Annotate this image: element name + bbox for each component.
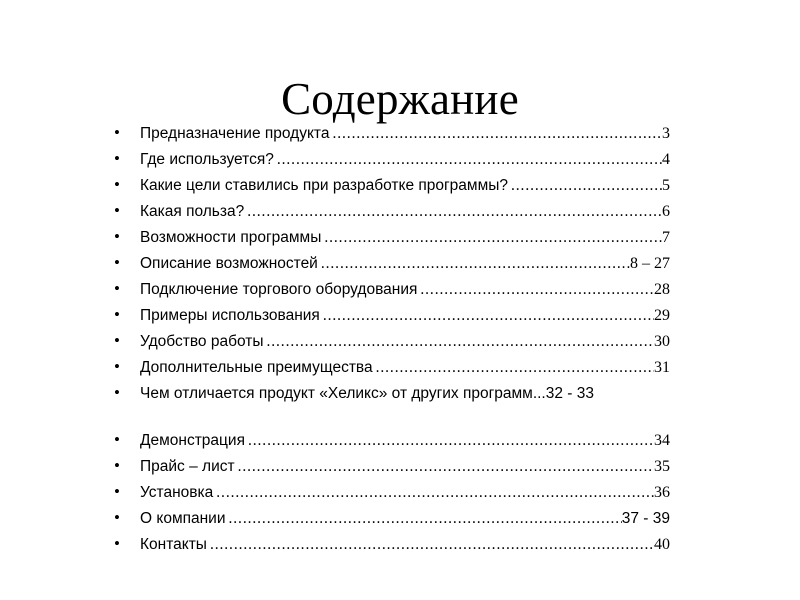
bullet-icon: • [114,331,120,350]
toc-entry[interactable] [110,380,670,406]
toc-entry[interactable] [110,328,670,354]
toc-entry[interactable] [110,250,670,276]
dot-leader [247,199,662,225]
dot-leader [248,428,654,454]
toc-entry-page-number: 31 [654,359,670,376]
dot-leader [376,355,654,381]
toc-entry-label: Описание возможностей [140,255,318,272]
bullet-icon: • [114,149,120,168]
bullet-icon: • [114,482,120,501]
toc-entry-label: Примеры использования [140,307,320,324]
toc-entry-page-number: 3 [662,125,670,142]
toc-entry-page-number: 6 [662,203,670,220]
dot-leader [266,329,654,355]
toc-entry-page-number: 40 [654,536,670,553]
bullet-icon: • [114,175,120,194]
bullet-icon: • [114,357,120,376]
dot-leader [321,251,630,277]
toc-entry-page-number: 36 [654,484,670,501]
toc-entry-label: Какая польза? [140,203,245,220]
toc-entry[interactable] [110,302,670,328]
bullet-icon: • [114,508,120,527]
dot-leader [324,225,662,251]
toc-entry[interactable] [110,453,670,479]
dot-leader [229,506,622,532]
toc-entry-label: Какие цели ставились при разработке программы? [140,177,508,194]
bullet-icon: • [114,201,120,220]
toc-entry-page-number: 4 [662,151,670,168]
toc-entry-page-number: 37 - 39 [621,510,670,527]
dot-leader [238,454,654,480]
toc-entry-label: Возможности программы [140,229,322,246]
bullet-icon: • [114,253,120,272]
toc-entry[interactable] [110,354,670,380]
toc-entry-label: О компании [140,510,226,527]
page-title: Содержание [281,74,519,125]
toc-entry-label: Установка [140,484,214,501]
toc-entry[interactable] [110,172,670,198]
bullet-icon: • [114,430,120,449]
toc-entry-page-number: 29 [654,307,670,324]
toc-entry[interactable] [110,146,670,172]
toc-entry-page-number: 5 [662,177,670,194]
toc-entry-label: Где используется? [140,151,274,168]
toc-entry-label: Предназначение продукта [140,125,330,142]
dot-leader [323,303,654,329]
toc-entry[interactable] [110,531,670,557]
toc-entry-page-number: 8 – 27 [630,255,670,272]
toc-entry-label: Прайс – лист [140,458,235,475]
bullet-icon: • [114,456,120,475]
toc-entry-label: Дополнительные преимущества [140,359,373,376]
dot-leader [216,480,654,506]
toc-entry-page-number: 7 [662,229,670,246]
bullet-icon: • [114,305,120,324]
bullet-icon: • [114,279,120,298]
toc-entry[interactable] [110,198,670,224]
toc-entry-page-number: 28 [654,281,670,298]
toc-entry-label: Подключение торгового оборудования [140,281,418,298]
dot-leader [420,277,654,303]
toc-entry-label: Удобство работы [140,333,264,350]
toc-entry[interactable] [110,479,670,505]
bullet-icon: • [114,227,120,246]
toc-entry-label: Демонстрация [140,432,245,449]
toc-entry[interactable] [110,224,670,250]
toc-entry[interactable] [110,120,670,146]
toc-entry[interactable] [110,427,670,453]
toc-entry-page-number: 35 [654,458,670,475]
dot-leader [210,532,654,558]
bullet-icon: • [114,534,120,553]
toc-entry-page-number: 30 [654,333,670,350]
dot-leader [332,121,662,147]
toc-entry-label: Контакты [140,536,207,553]
table-of-contents-list [110,120,670,557]
dot-leader [511,173,662,199]
toc-entry-label: Чем отличается продукт «Хеликс» от других программ...32 - 33 [140,385,594,402]
dot-leader [277,147,662,173]
bullet-icon: • [114,383,120,402]
bullet-icon: • [114,123,120,142]
toc-entry[interactable] [110,276,670,302]
toc-entry-page-number: 34 [654,432,670,449]
toc-entry[interactable] [110,505,670,531]
